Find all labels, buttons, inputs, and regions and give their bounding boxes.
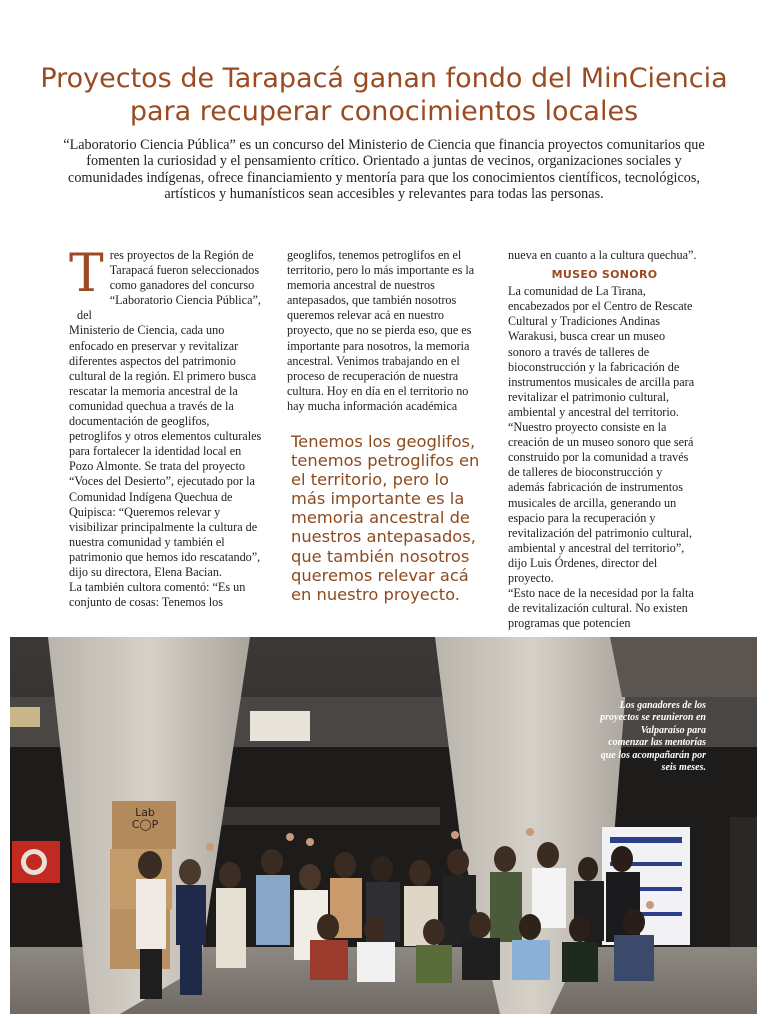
section-subhead: MUSEO SONORO — [551, 268, 658, 282]
column-1-body-2: La también cultora comentó: “Es un conjunto de cosas: Tenemos los — [69, 580, 246, 610]
column-1-intro: res proyectos de la Región de Tarapacá fueron seleccionados como ganadores del concurso “Laboratorio Ciencia Pública”, del — [77, 248, 261, 323]
article-column-3 — [508, 248, 701, 631]
column-3-body: La comunidad de La Tirana, encabezados por el Centro de Rescate Cultural y Tradiciones Andinas Warakusi, busca crear un museo sonoro a través de talleres de bioconstrucción y la fabricación de instrumentos musicales de arcilla para revitalizar el patrimonio cultural, ambiental y ancestral del territorio. “Nuestro proyecto consiste en la creación de un museo sonoro que será construido por la comunidad a través de talleres de bioconstrucción y además fabricación de instrumentos musicales de arcilla, generando un espacio para la recuperación y revitalización del patrimonio cultural, ambiental y ancestral del territorio”, dijo Luis Órdenes, director del proyecto. — [508, 284, 695, 585]
drop-cap: T — [69, 244, 104, 304]
box-logo-line-1: Lab — [135, 806, 155, 819]
box-logo-line-2: C◯P — [131, 818, 159, 831]
article-lede: “Laboratorio Ciencia Pública” es un concurso del Ministerio de Ciencia que financia proyectos comunitarios que fomenten la curiosidad y el pensamiento crítico. Orientado a juntas de vecinos, organizaciones sociales y comunidades indígenas, ofrece financiamiento y mentoría para que los conocimientos científicos, tecnológicos, artísticos y humanísticos sean accesibles y relevantes para todas las personas. — [63, 137, 705, 202]
column-3-intro: nueva en cuanto a la cultura quechua”. — [508, 248, 697, 262]
article-column-1 — [69, 244, 262, 610]
box-logo — [122, 807, 168, 831]
column-2-body: geoglifos, tenemos petroglifos en el territorio, pero lo más importante es la memoria ancestral de nuestros antepasados, que también nosotros queremos relevar acá en nuestro proyecto, que no se pierda eso, que es importante para nosotros, la memoria ancestral. Venimos trabajando en el proceso de recuperación de nuestra cultura. Hoy en día en el territorio no hay mucha información académica — [287, 248, 475, 413]
column-3-body-2: “Esto nace de la necesidad por la falta de revitalización cultural. No existen programas que potencien — [508, 586, 694, 631]
column-1-body: Ministerio de Ciencia, cada uno enfocado en preservar y revitalizar diferentes aspectos del patrimonio cultural de la región. El primero busca rescatar la memoria ancestral de la comunidad quechua a través de la documentación de geoglifos, petroglifos y otros elementos culturales para fortalecer la identidad local en Pozo Almonte. Se trata del proyecto “Voces del Desierto”, ejecutado por la Comunidad Indígena Quechua de Quipisca: “Queremos relevar y visibilizar principalmente la cultura de nuestra comunidad y también el patrimonio que hemos ido rescatando”, dijo su directora, Elena Bacian. — [69, 323, 262, 579]
photo-caption: Los ganadores de los proyectos se reunieron en Valparaíso para comenzar las mentorías que los acompañarán por seis meses. — [600, 700, 706, 774]
pull-quote: Tenemos los geoglifos, tenemos petroglifos en el territorio, pero lo más importante es la memoria ancestral de nuestros antepasados, que también nosotros queremos relevar acá en nuestro proyecto. — [291, 432, 480, 604]
group-photo — [10, 637, 757, 1014]
article-column-2 — [287, 248, 480, 414]
article-headline: Proyectos de Tarapacá ganan fondo del MinCiencia para recuperar conocimientos locales — [40, 63, 728, 127]
